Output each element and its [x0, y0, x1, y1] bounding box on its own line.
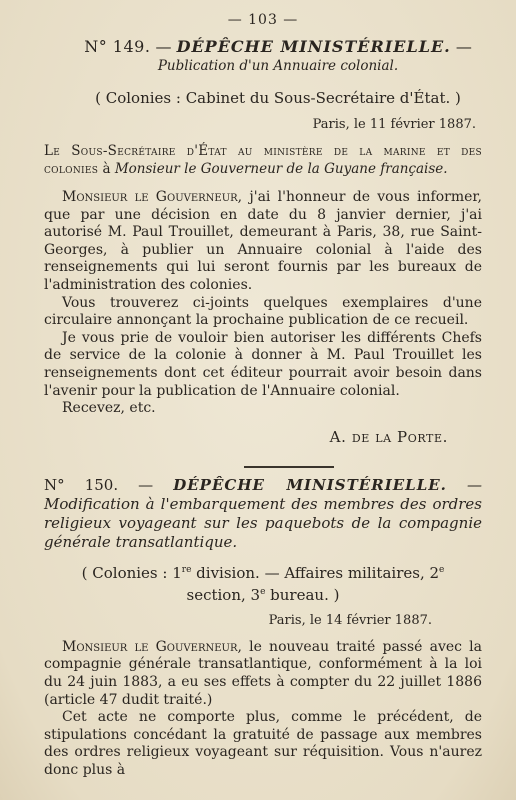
doc1-paragraph-3: Je vous prie de vouloir bien autoriser les différents Chefs de service de la colonie à donner à M. Paul Trouillet les renseignements dont cet éditeur pourrait avoir besoin dans l'avenir pour la publication de l'Annuaire colonial.	[44, 329, 482, 399]
doc1-number: N° 149.	[84, 37, 151, 56]
doc1-sign-end: .	[442, 427, 448, 446]
page-number: — 103 —	[227, 12, 299, 28]
doc2-title-rest: — Modification à l'embarquement des membres des ordres religieux voyageant sur les paquebots de la compagnie générale transatlantique.	[44, 475, 482, 551]
doc1-paragraph-4: Recevez, etc.	[62, 400, 156, 417]
doc1-title	[74, 38, 482, 56]
doc1-paragraph-1	[44, 189, 482, 295]
doc2-origin-b: division. — Affaires militaires, 2	[191, 563, 440, 582]
doc2-title	[44, 476, 482, 552]
doc2-date: Paris, le 14 février 1887.	[268, 612, 432, 628]
doc1-date: Paris, le 11 février 1887.	[312, 117, 476, 132]
doc1-address-recipient: Monsieur le Gouverneur de la Guyane française.	[114, 161, 448, 177]
doc2-origin-sup1: re	[181, 564, 192, 575]
doc1-sign-initial: A.	[329, 427, 352, 446]
doc2-salutation: Monsieur le Gouverneur,	[62, 638, 242, 655]
doc1-dash-end: —	[455, 37, 472, 56]
doc1-p1-text: j'ai l'honneur de vous informer, que par une décision en date du 8 janvier dernier, j'ai autorisé M. Paul Trouillet, demeurant à Paris, 38, rue Saint-Georges, à publier un Annuaire colonial à l'aide des renseignements qui lui seront fournis par les bureaux de l'administration des colonies.	[44, 189, 482, 293]
doc2-origin-a: ( Colonies : 1	[81, 563, 182, 582]
doc1-address-join: à	[98, 161, 115, 177]
doc2-paragraph-2: Cet acte ne comporte plus, comme le précédent, de stipulations concédant la gratuité de passage aux membres des ordres religieux voyageant sur réquisition. Vous n'aurez donc plus à	[44, 709, 482, 778]
doc2-heading: DÉPÊCHE MINISTÉRIELLE.	[173, 475, 447, 494]
doc2-origin-d: bureau. )	[265, 585, 340, 604]
doc1-paragraph-2: Vous trouverez ci-joints quelques exemplaires d'une circulaire annonçant la prochaine publication de ce recueil.	[44, 294, 482, 329]
doc2-dash: —	[118, 475, 174, 494]
doc1-salutation: Monsieur le Gouverneur,	[62, 189, 243, 205]
doc2-origin-sup3: e	[260, 586, 266, 597]
doc1-address-sender: Le Sous-Secrétaire d'État au ministère de la marine et des colonies	[44, 143, 482, 177]
doc1-origin: ( Colonies : Cabinet du Sous-Secrétaire d'État. )	[95, 89, 461, 107]
doc2-number: N° 150.	[44, 475, 119, 494]
doc2-paragraph-1	[44, 639, 482, 709]
doc1-heading: DÉPÊCHE MINISTÉRIELLE.	[176, 37, 451, 56]
doc2-origin-sup2: e	[439, 564, 445, 575]
doc2-p1-text: le nouveau traité passé avec la compagnie générale transatlantique, conformément à la loi du 24 juin 1883, a eu ses effets à compter du 22 juillet 1886 (article 47 dudit traité.)	[44, 638, 482, 708]
doc1-sign-name: de la Porte	[351, 427, 443, 446]
doc1-address	[44, 142, 482, 178]
doc2-origin-c: section, 3	[186, 585, 261, 604]
section-divider	[244, 466, 334, 468]
doc1-dash: —	[155, 37, 172, 56]
doc1-subtitle: Publication d'un Annuaire colonial.	[157, 58, 399, 74]
doc2-origin	[44, 561, 482, 605]
doc1-signature	[44, 428, 482, 446]
